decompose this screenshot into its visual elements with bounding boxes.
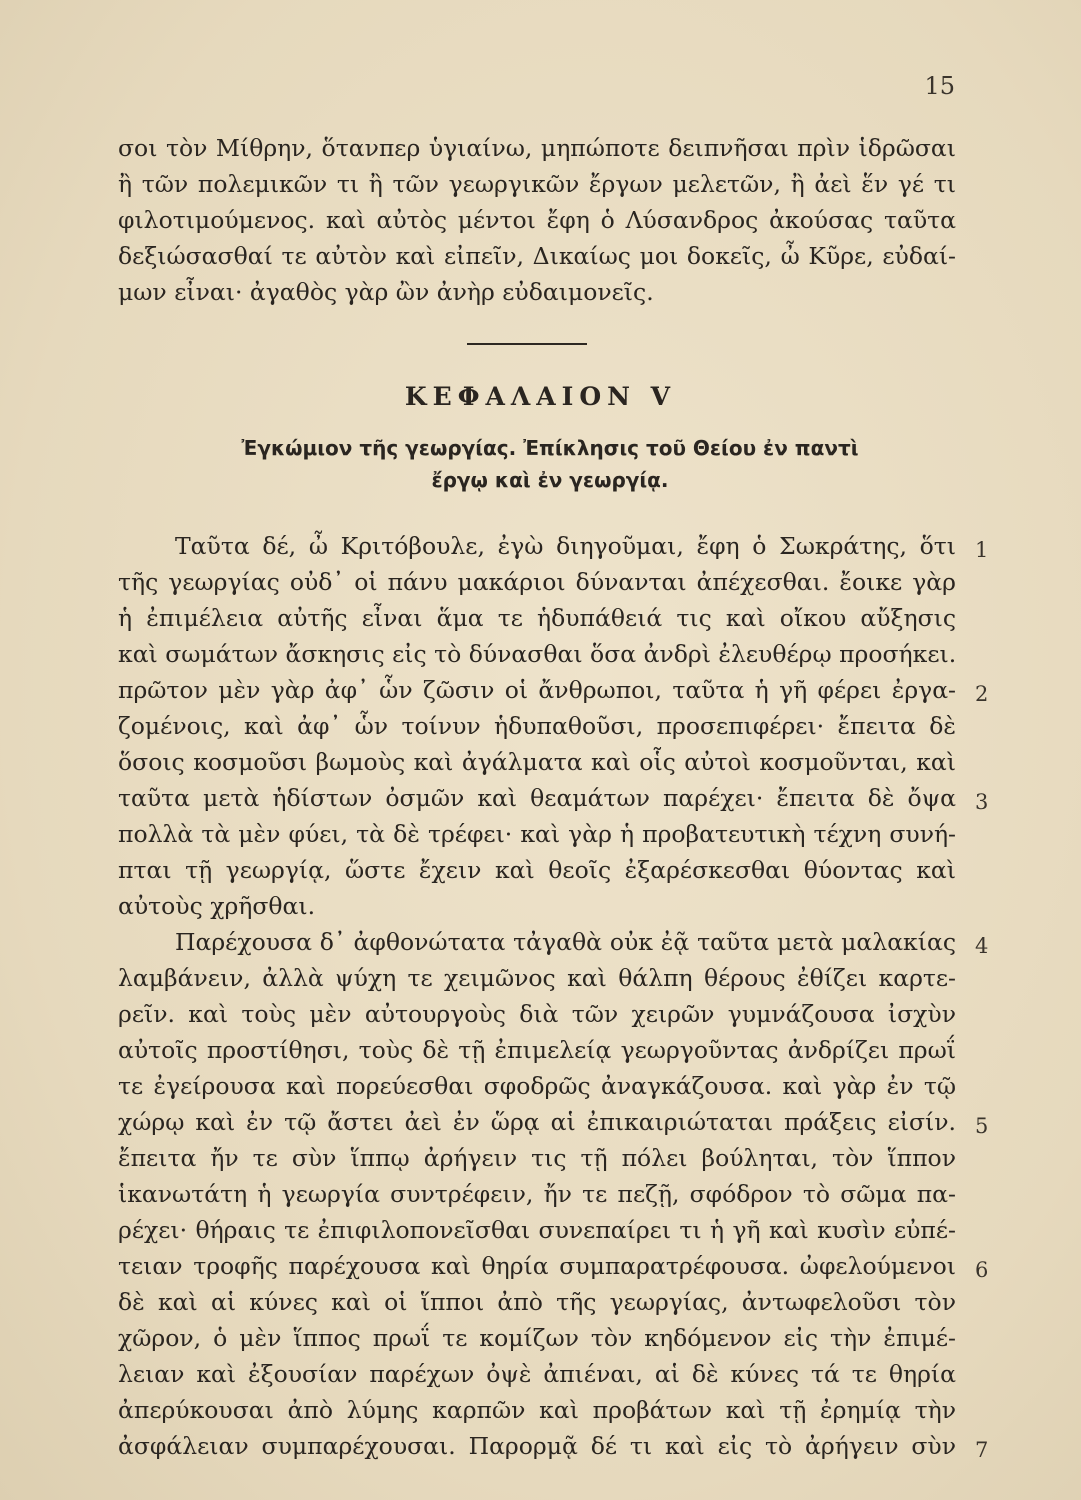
text-line: λειαν καὶ ἐξουσίαν παρέχων ὀψὲ ἀπιέναι, αἱ δὲ κύνες τά τε θηρία bbox=[118, 1360, 956, 1388]
section-number: 2 bbox=[975, 682, 989, 706]
text-line: τε ἐγείρουσα καὶ πορεύεσθαι σφοδρῶς ἀναγκάζουσα. καὶ γὰρ ἐν τῷ bbox=[118, 1072, 956, 1100]
text-line: ἡ ἐπιμέλεια αὐτῆς εἶναι ἅμα τε ἡδυπάθειά τις καὶ οἴκου αὔξησις bbox=[118, 604, 956, 632]
section-number: 5 bbox=[975, 1114, 989, 1138]
text-line: τειαν τροφῆς παρέχουσα καὶ θηρία συμπαρατρέφουσα. ὠφελούμενοι bbox=[118, 1252, 956, 1280]
section-number: 7 bbox=[975, 1438, 989, 1462]
text-line: πρῶτον μὲν γὰρ ἀφ᾽ ὧν ζῶσιν οἱ ἄνθρωποι, ταῦτα ἡ γῆ φέρει ἐργα- bbox=[118, 676, 956, 704]
text-line: ἀπερύκουσαι ἀπὸ λύμης καρπῶν καὶ προβάτων καὶ τῇ ἐρημίᾳ τὴν bbox=[118, 1396, 956, 1424]
chapter-summary-line: Ἐγκώμιον τῆς γεωργίας. Ἐπίκλησις τοῦ Θείου ἐν παντὶ bbox=[241, 436, 859, 460]
text-line: ζομένοις, καὶ ἀφ᾽ ὧν τοίνυν ἡδυπαθοῦσι, προσεπιφέρει· ἔπειτα δὲ bbox=[118, 712, 956, 740]
text-line: ταῦτα μετὰ ἡδίστων ὀσμῶν καὶ θεαμάτων παρέχει· ἔπειτα δὲ ὄψα bbox=[118, 784, 956, 812]
text-line: ἱκανωτάτη ἡ γεωργία συντρέφειν, ἤν τε πεζῇ, σφόδρον τὸ σῶμα πα- bbox=[118, 1180, 956, 1208]
text-line: ρεῖν. καὶ τοὺς μὲν αὐτουργοὺς διὰ τῶν χειρῶν γυμνάζουσα ἰσχὺν bbox=[118, 1000, 956, 1028]
text-line: ὅσοις κοσμοῦσι βωμοὺς καὶ ἀγάλματα καὶ οἷς αὐτοὶ κοσμοῦνται, καὶ bbox=[118, 748, 956, 776]
text-line: ρέχει· θήραις τε ἐπιφιλοπονεῖσθαι συνεπαίρει τι ἡ γῆ καὶ κυσὶν εὐπέ- bbox=[118, 1216, 956, 1244]
text-line: ἢ τῶν πολεμικῶν τι ἢ τῶν γεωργικῶν ἔργων μελετῶν, ἢ ἀεὶ ἕν γέ τι bbox=[118, 170, 956, 198]
text-line: φιλοτιμούμενος. καὶ αὐτὸς μέντοι ἔφη ὁ Λύσανδρος ἀκούσας ταῦτα bbox=[118, 206, 956, 234]
text-line: λαμβάνειν, ἀλλὰ ψύχη τε χειμῶνος καὶ θάλπη θέρους ἐθίζει καρτε- bbox=[118, 964, 956, 992]
section-number: 6 bbox=[975, 1258, 989, 1282]
chapter-heading: ΚΕΦΑΛΑΙΟΝ V bbox=[404, 382, 677, 411]
text-line: ἀσφάλειαν συμπαρέχουσαι. Παρορμᾷ δέ τι καὶ εἰς τὸ ἀρήγειν σὺν bbox=[118, 1432, 956, 1460]
text-line: πται τῇ γεωργίᾳ, ὥστε ἔχειν καὶ θεοῖς ἐξαρέσκεσθαι θύοντας καὶ bbox=[118, 856, 956, 884]
text-line: σοι τὸν Μίθρην, ὅτανπερ ὑγιαίνω, μηπώποτε δειπνῆσαι πρὶν ἱδρῶσαι bbox=[118, 134, 956, 162]
text-line: πολλὰ τὰ μὲν φύει, τὰ δὲ τρέφει· καὶ γὰρ ἡ προβατευτικὴ τέχνη συνή- bbox=[118, 820, 956, 848]
section-divider bbox=[467, 343, 587, 345]
text-line: δεξιώσασθαί τε αὐτὸν καὶ εἰπεῖν, Δικαίως μοι δοκεῖς, ὦ Κῦρε, εὐδαί- bbox=[118, 242, 956, 270]
section-number: 1 bbox=[975, 538, 989, 562]
text-line: τῆς γεωργίας οὐδ᾽ οἱ πάνυ μακάριοι δύνανται ἀπέχεσθαι. ἔοικε γὰρ bbox=[118, 568, 956, 596]
text-line: χώρῳ καὶ ἐν τῷ ἄστει ἀεὶ ἐν ὥρᾳ αἱ ἐπικαιριώταται πράξεις εἰσίν. bbox=[118, 1108, 956, 1136]
text-line: χῶρον, ὁ μὲν ἵππος πρωΐ τε κομίζων τὸν κηδόμενον εἰς τὴν ἐπιμέ- bbox=[118, 1324, 956, 1352]
text-line: Ταῦτα δέ, ὦ Κριτόβουλε, ἐγὼ διηγοῦμαι, ἔφη ὁ Σωκράτης, ὅτι bbox=[175, 532, 956, 560]
text-line: Παρέχουσα δ᾽ ἀφθονώτατα τἀγαθὰ οὐκ ἐᾷ ταῦτα μετὰ μαλακίας bbox=[175, 928, 956, 956]
page-number: 15 bbox=[924, 72, 955, 100]
section-number: 3 bbox=[975, 790, 989, 814]
text-line: αὐτοὺς χρῆσθαι. bbox=[118, 892, 316, 920]
text-line: καὶ σωμάτων ἄσκησις εἰς τὸ δύνασθαι ὅσα ἀνδρὶ ἐλευθέρῳ προσήκει. bbox=[118, 640, 957, 668]
text-line: ἔπειτα ἤν τε σὺν ἵππῳ ἀρήγειν τις τῇ πόλει βούληται, τὸν ἵππον bbox=[118, 1144, 956, 1172]
section-number: 4 bbox=[975, 934, 989, 958]
text-line: δὲ καὶ αἱ κύνες καὶ οἱ ἵπποι ἀπὸ τῆς γεωργίας, ἀντωφελοῦσι τὸν bbox=[118, 1288, 956, 1316]
text-line: μων εἶναι· ἀγαθὸς γὰρ ὢν ἀνὴρ εὐδαιμονεῖς. bbox=[118, 278, 654, 306]
chapter-summary-line: ἔργῳ καὶ ἐν γεωργίᾳ. bbox=[431, 468, 669, 492]
text-line: αὐτοῖς προστίθησι, τοὺς δὲ τῇ ἐπιμελείᾳ γεωργοῦντας ἀνδρίζει πρωΐ bbox=[118, 1036, 956, 1064]
